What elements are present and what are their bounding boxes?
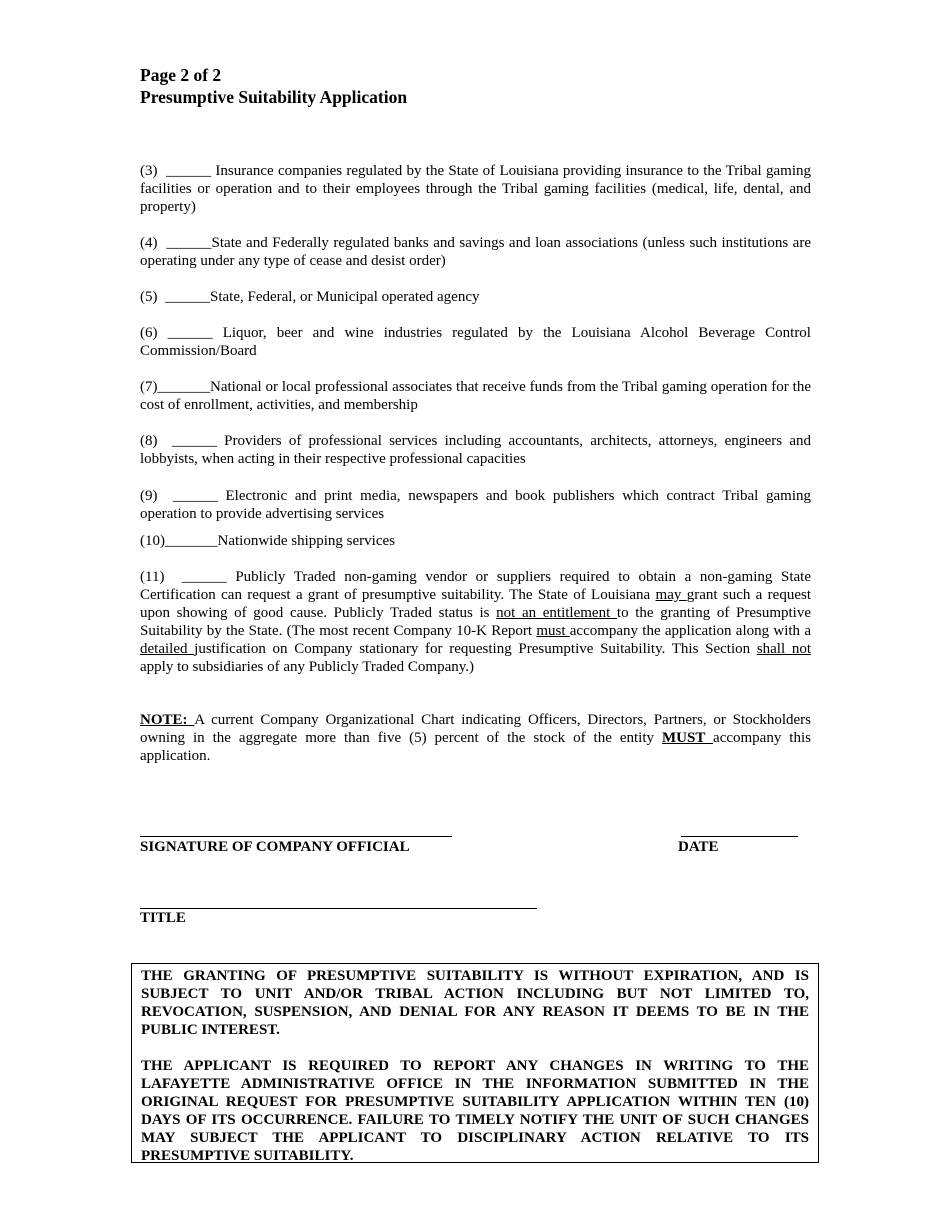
item-text: Electronic and print media, newspapers and book publishers which contract Tribal gaming operation to provide advertising services bbox=[140, 488, 812, 522]
item-blank: ______ bbox=[171, 433, 217, 449]
item-text: National or local professional associates that receive funds from the Tribal gaming operation for the cost of enrollment, activities, and membership bbox=[140, 379, 811, 413]
page-title: Presumptive Suitability Application bbox=[140, 87, 408, 107]
item-text: justification on Company stationary for requesting Presumptive Suitability. This Section bbox=[194, 641, 757, 657]
item-number: (6) bbox=[140, 325, 168, 341]
item-number: (8) bbox=[140, 433, 172, 449]
item-5 bbox=[140, 288, 811, 306]
item-text: State, Federal, or Municipal operated agency bbox=[210, 289, 480, 305]
item-blank: _______ bbox=[165, 533, 218, 549]
item-blank: ______ bbox=[181, 569, 227, 585]
item-number: (10) bbox=[140, 533, 165, 549]
item-blank: ______ bbox=[167, 325, 213, 341]
item-blank: ______ bbox=[166, 163, 212, 179]
item-blank: ______ bbox=[165, 289, 210, 305]
item-number: (9) bbox=[140, 488, 173, 504]
item-blank: _______ bbox=[157, 379, 210, 395]
page-number: Page 2 of 2 bbox=[140, 65, 222, 85]
item-number: (5) bbox=[140, 289, 165, 305]
note-text: accompany this application. bbox=[140, 730, 811, 764]
signature-label: SIGNATURE OF COMPANY OFFICIAL bbox=[140, 839, 410, 855]
item-number: (4) bbox=[140, 235, 167, 251]
item-number: (11) bbox=[140, 569, 182, 585]
item-text: apply to subsidiaries of any Publicly Traded Company.) bbox=[140, 659, 474, 675]
item-10 bbox=[140, 532, 811, 550]
item-text: Providers of professional services including accountants, architects, attorneys, engineers and lobbyists, when acting in their respective professional capacities bbox=[140, 433, 811, 467]
item-6 bbox=[140, 324, 811, 360]
item-text: Liquor, beer and wine industries regulated by the Louisiana Alcohol Beverage Control Commission/Board bbox=[140, 325, 811, 359]
item-text: grant such a request upon showing of good cause. Publicly Traded status is bbox=[140, 587, 811, 621]
note-paragraph bbox=[140, 711, 811, 765]
signature-line bbox=[140, 836, 452, 837]
title-label: TITLE bbox=[140, 910, 186, 926]
item-text: State and Federally regulated banks and savings and loan associations (unless such institutions are operating under any type of cease and desist order) bbox=[140, 235, 811, 269]
note-text: A current Company Organizational Chart indicating Officers, Directors, Partners, or Stockholders owning in the aggregate more than five (5) percent of the stock of the entity bbox=[140, 712, 811, 746]
item-8 bbox=[140, 432, 811, 468]
page-header bbox=[140, 64, 407, 108]
item-text: accompany the application along with a bbox=[569, 623, 811, 639]
item-11 bbox=[140, 568, 811, 676]
item-text: Nationwide shipping services bbox=[217, 533, 395, 549]
title-line bbox=[140, 908, 537, 909]
item-text: to the granting of Presumptive Suitability by the State. (The most recent Company 10-K Report bbox=[140, 605, 812, 639]
item-blank: ______ bbox=[166, 235, 212, 251]
item-3 bbox=[140, 162, 811, 216]
underlined-must: must bbox=[536, 623, 570, 639]
item-number: (7) bbox=[140, 379, 158, 395]
item-9 bbox=[140, 487, 811, 523]
underlined-may: may bbox=[655, 587, 687, 603]
date-line bbox=[681, 836, 798, 837]
note-must: MUST bbox=[661, 730, 714, 746]
item-4 bbox=[140, 234, 811, 270]
item-blank: ______ bbox=[172, 488, 218, 504]
date-label: DATE bbox=[678, 839, 719, 855]
notice-box bbox=[131, 963, 819, 1163]
note-label: NOTE: bbox=[140, 712, 195, 728]
notice-paragraph-reporting: THE APPLICANT IS REQUIRED TO REPORT ANY CHANGES IN WRITING TO THE LAFAYETTE ADMINISTRATIVE OFFICE IN THE INFORMATION SUBMITTED IN THE ORIGINAL REQUEST FOR PRESUMPTIVE SUITABILITY APPLICATION WITHIN TEN (10) DAYS OF ITS OCCURRENCE. FAILURE TO TIMELY NOTIFY THE UNIT OF SUCH CHANGES MAY SUBJECT THE APPLICANT TO DISCIPLINARY ACTION RELATIVE TO ITS PRESUMPTIVE SUITABILITY. bbox=[141, 1058, 809, 1164]
item-text: Insurance companies regulated by the State of Louisiana providing insurance to the Tribal gaming facilities or operation and to their employees through the Tribal gaming facilities (medical, life, dental, and property) bbox=[140, 163, 811, 215]
underlined-shall-not: shall not bbox=[756, 641, 811, 657]
item-text: Publicly Traded non-gaming vendor or suppliers required to obtain a non-gaming State Certification can request a grant of presumptive suitability. The State of Louisiana bbox=[140, 569, 812, 603]
underlined-not-an-entitlement: not an entitlement bbox=[496, 605, 617, 621]
underlined-detailed: detailed bbox=[140, 641, 195, 657]
item-number: (3) bbox=[140, 163, 167, 179]
notice-paragraph-expiration: THE GRANTING OF PRESUMPTIVE SUITABILITY IS WITHOUT EXPIRATION, AND IS SUBJECT TO UNIT AND/OR TRIBAL ACTION INCLUDING BUT NOT LIMITED TO, REVOCATION, SUSPENSION, AND DENIAL FOR ANY REASON IT DEEMS TO BE IN THE PUBLIC INTEREST. bbox=[141, 968, 809, 1038]
item-7 bbox=[140, 378, 811, 414]
